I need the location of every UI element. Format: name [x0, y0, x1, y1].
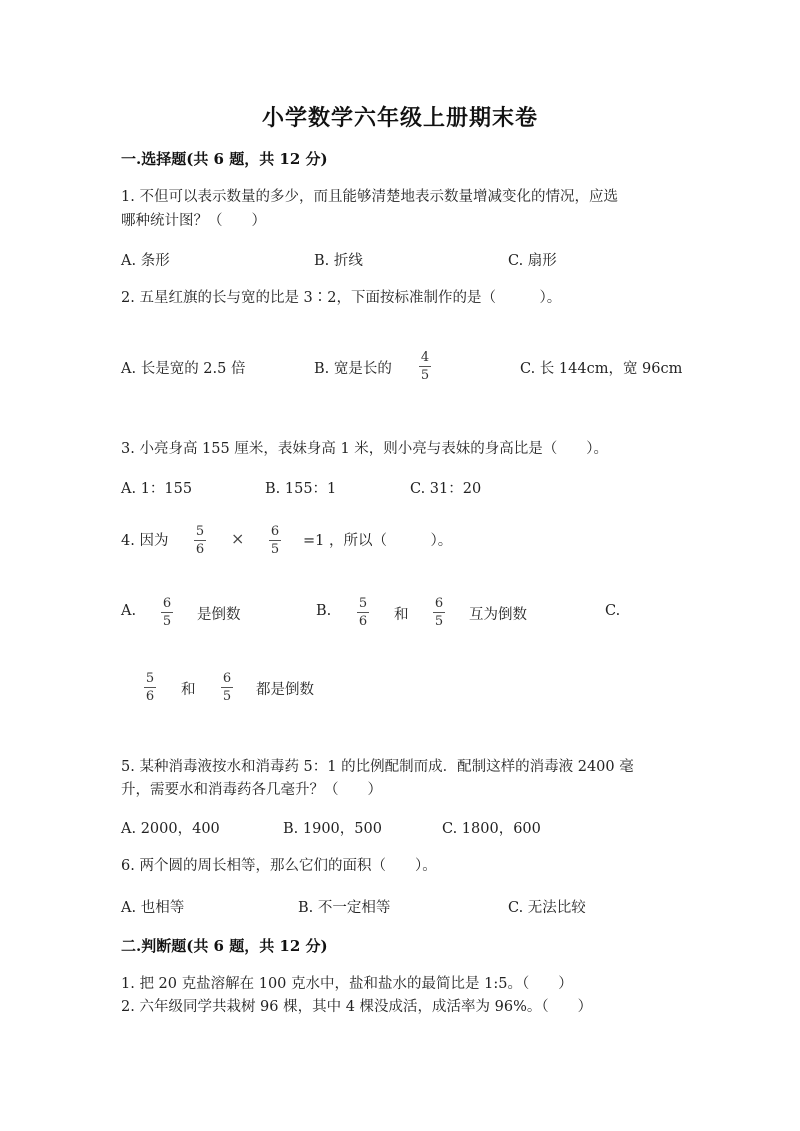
question-6-option-c: C. 无法比较 — [508, 900, 586, 916]
fraction-bar — [357, 612, 369, 613]
question-4-option-b-fraction-2 — [433, 596, 445, 629]
question-5-option-a: A. 2000，400 — [121, 821, 220, 837]
question-4-option-a-fraction — [161, 596, 173, 629]
question-6-text: 6. 两个圆的周长相等，那么它们的面积（ ）。 — [121, 858, 437, 874]
question-4-option-b-label: B. — [316, 603, 332, 619]
question-5-line-1: 5. 某种消毒液按水和消毒药 5：1 的比例配制而成．配制这样的消毒液 2400 毫 — [121, 759, 634, 775]
fraction-bar — [144, 687, 156, 688]
question-3-text: 3. 小亮身高 155 厘米，表妹身高 1 米，则小亮与表妹的身高比是（ ）。 — [121, 441, 609, 457]
question-4-fraction-2 — [269, 524, 281, 557]
fraction-numerator: 6 — [270, 524, 280, 539]
question-3-option-c: C. 31：20 — [410, 481, 482, 497]
page-title: 小学数学六年级上册期末卷 — [261, 105, 538, 131]
question-4-option-a-label: A. — [121, 603, 137, 619]
question-1-line-1: 1. 不但可以表示数量的多少，而且能够清楚地表示数量增减变化的情况，应选 — [121, 189, 618, 205]
question-2-text: 2. 五星红旗的长与宽的比是 3∶2，下面按标准制作的是（ ）。 — [121, 290, 562, 306]
question-4-option-c-text: 都是倒数 — [256, 682, 314, 698]
question-3-option-b: B. 155：1 — [265, 481, 337, 497]
fraction-denominator: 5 — [434, 614, 444, 629]
question-2-option-b-fraction — [419, 350, 431, 383]
fraction-bar — [269, 540, 281, 541]
question-4-option-c-and: 和 — [181, 682, 196, 698]
question-5-line-2: 升，需要水和消毒药各几毫升？（ ） — [121, 782, 382, 798]
question-4-option-b-fraction-1 — [357, 596, 369, 629]
fraction-denominator: 6 — [358, 614, 368, 629]
fraction-denominator: 5 — [270, 542, 280, 557]
question-4-prefix: 4. 因为 — [121, 533, 169, 549]
fraction-numerator: 5 — [358, 596, 368, 611]
fraction-denominator: 5 — [420, 368, 430, 383]
question-4-option-b-and: 和 — [394, 607, 409, 623]
question-4-option-c-fraction-1 — [144, 671, 156, 704]
question-4-option-c-fraction-2 — [221, 671, 233, 704]
fraction-bar — [221, 687, 233, 688]
question-6-option-b: B. 不一定相等 — [298, 900, 391, 916]
question-2-option-b: B. 宽是长的 — [314, 361, 392, 377]
question-5-option-c: C. 1800，600 — [442, 821, 541, 837]
question-6-option-a: A. 也相等 — [121, 900, 185, 916]
question-1-option-c: C. 扇形 — [508, 253, 557, 269]
fraction-numerator: 5 — [145, 671, 155, 686]
fraction-denominator: 6 — [195, 542, 205, 557]
fraction-bar — [194, 540, 206, 541]
fraction-bar — [433, 612, 445, 613]
section-heading-judgement: 二.判断题(共 6 题，共 12 分) — [121, 937, 328, 955]
fraction-bar — [419, 366, 431, 367]
question-4-fraction-1 — [194, 524, 206, 557]
fraction-numerator: 6 — [162, 596, 172, 611]
question-2-option-a: A. 长是宽的 2.5 倍 — [121, 361, 246, 377]
fraction-numerator: 5 — [195, 524, 205, 539]
question-2-option-c: C. 长 144cm，宽 96cm — [520, 361, 683, 377]
question-4-option-b-text: 互为倒数 — [469, 607, 527, 623]
fraction-denominator: 6 — [145, 689, 155, 704]
judgement-1-text: 1. 把 20 克盐溶解在 100 克水中，盐和盐水的最简比是 1:5。（ ） — [121, 976, 573, 992]
question-4-suffix: =1 ，所以（ ）。 — [303, 533, 453, 549]
fraction-numerator: 6 — [222, 671, 232, 686]
fraction-denominator: 5 — [162, 614, 172, 629]
question-4-option-a-text: 是倒数 — [197, 607, 241, 623]
times-sign: × — [231, 529, 245, 548]
question-4-option-c-label: C. — [605, 603, 621, 619]
section-heading-choice: 一.选择题(共 6 题，共 12 分) — [121, 150, 328, 168]
question-1-line-2: 哪种统计图？（ ） — [121, 213, 266, 229]
fraction-denominator: 5 — [222, 689, 232, 704]
fraction-bar — [161, 612, 173, 613]
question-1-option-a: A. 条形 — [121, 253, 170, 269]
fraction-numerator: 4 — [420, 350, 430, 365]
judgement-2-text: 2. 六年级同学共栽树 96 棵，其中 4 棵没成活，成活率为 96%。（ ） — [121, 999, 593, 1015]
question-1-option-b: B. 折线 — [314, 253, 363, 269]
fraction-numerator: 6 — [434, 596, 444, 611]
question-3-option-a: A. 1：155 — [121, 481, 193, 497]
question-5-option-b: B. 1900，500 — [283, 821, 382, 837]
